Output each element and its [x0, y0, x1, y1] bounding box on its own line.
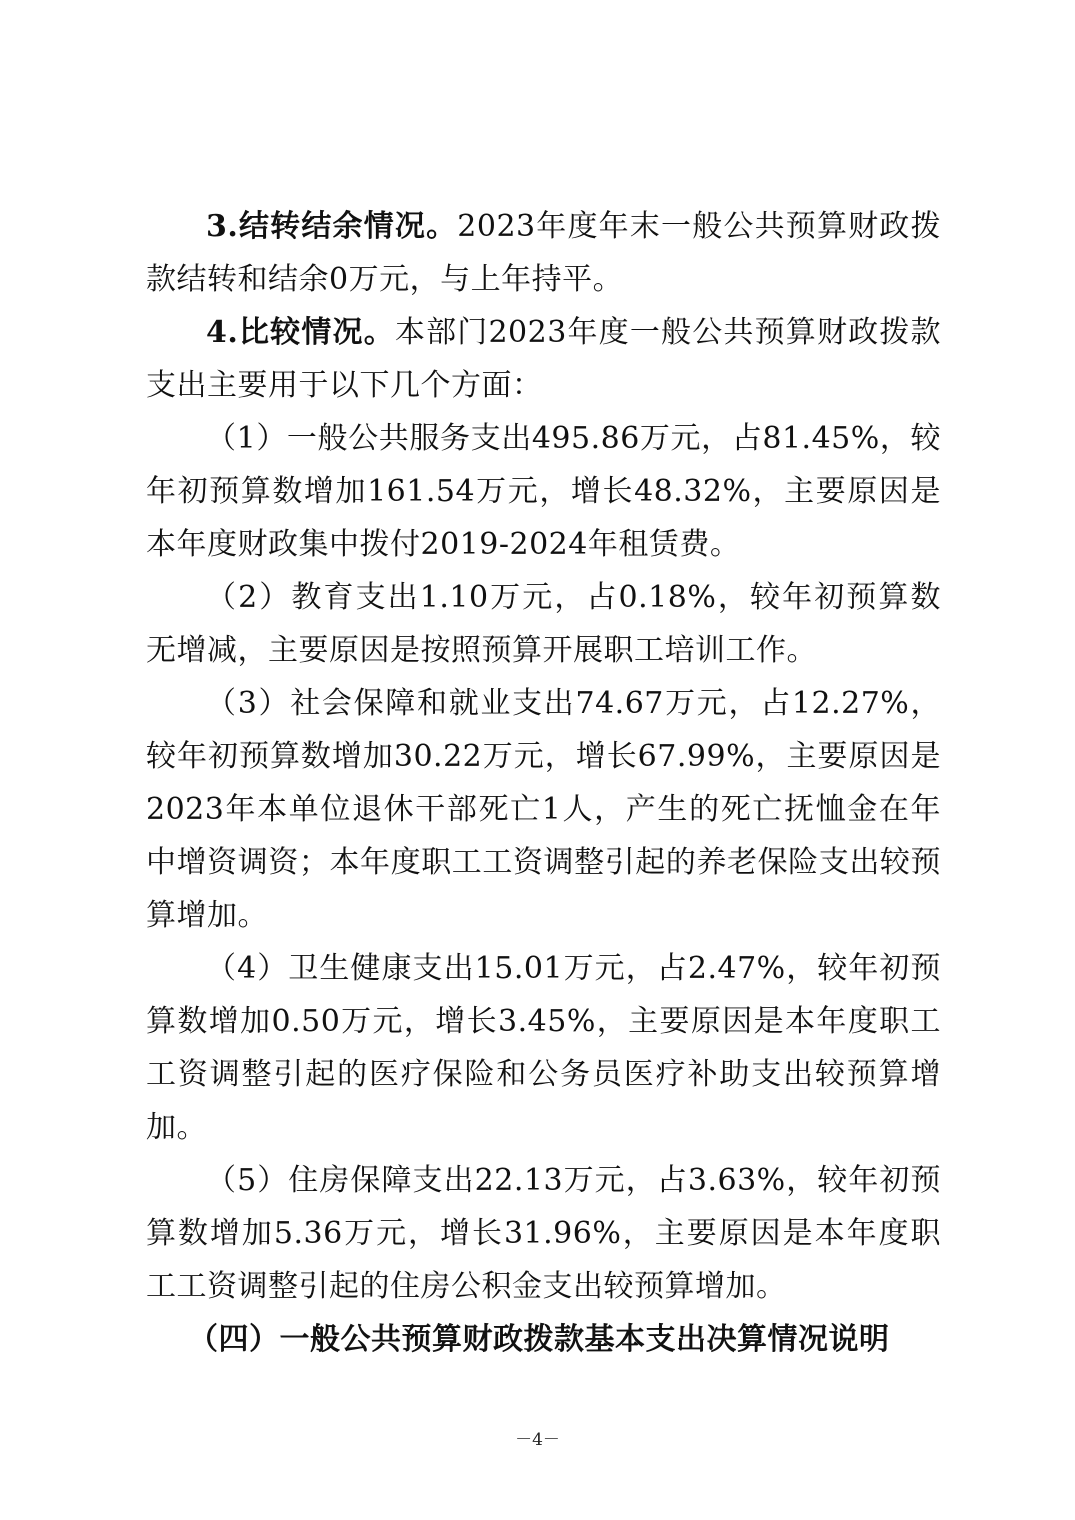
paragraph-item-4 [146, 942, 941, 1154]
section-heading: （四）一般公共预算财政拨款基本支出决算情况说明 [188, 1322, 890, 1357]
page-number: －4－ [515, 1430, 560, 1450]
paragraph-carryover [146, 200, 941, 306]
paragraph-text: 本部门2023年度一般公共预算财政拨款支出主要用于以下几个方面： [146, 315, 941, 403]
document-body [146, 200, 941, 1366]
paragraph-lead: 4.比较情况。 [206, 315, 395, 350]
paragraph-text: （2）教育支出1.10万元，占0.18%，较年初预算数无增减，主要原因是按照预算开展职工培训工作。 [146, 580, 941, 668]
paragraph-text: （5）住房保障支出22.13万元，占3.63%，较年初预算数增加5.36万元，增长31.96%，主要原因是本年度职工工资调整引起的住房公积金支出较预算增加。 [146, 1163, 941, 1304]
paragraph-comparison [146, 306, 941, 412]
paragraph-text: （3）社会保障和就业支出74.67万元，占12.27%，较年初预算数增加30.22万元，增长67.99%，主要原因是2023年本单位退休干部死亡1人，产生的死亡抚恤金在年中增资调资；本年度职工工资调整引起的养老保险支出较预算增加。 [146, 686, 941, 933]
paragraph-text: （1）一般公共服务支出495.86万元，占81.45%，较年初预算数增加161.54万元，增长48.32%，主要原因是本年度财政集中拨付2019-2024年租赁费。 [146, 421, 941, 562]
paragraph-text: 2023年度年末一般公共预算财政拨款结转和结余0万元，与上年持平。 [146, 209, 941, 297]
paragraph-lead: 3.结转结余情况。 [206, 209, 458, 244]
paragraph-text: （4）卫生健康支出15.01万元，占2.47%，较年初预算数增加0.50万元，增长3.45%，主要原因是本年度职工工资调整引起的医疗保险和公务员医疗补助支出较预算增加。 [146, 951, 941, 1145]
paragraph-item-1 [146, 412, 941, 571]
paragraph-item-5 [146, 1154, 941, 1313]
paragraph-item-2 [146, 571, 941, 677]
paragraph-item-3 [146, 677, 941, 942]
